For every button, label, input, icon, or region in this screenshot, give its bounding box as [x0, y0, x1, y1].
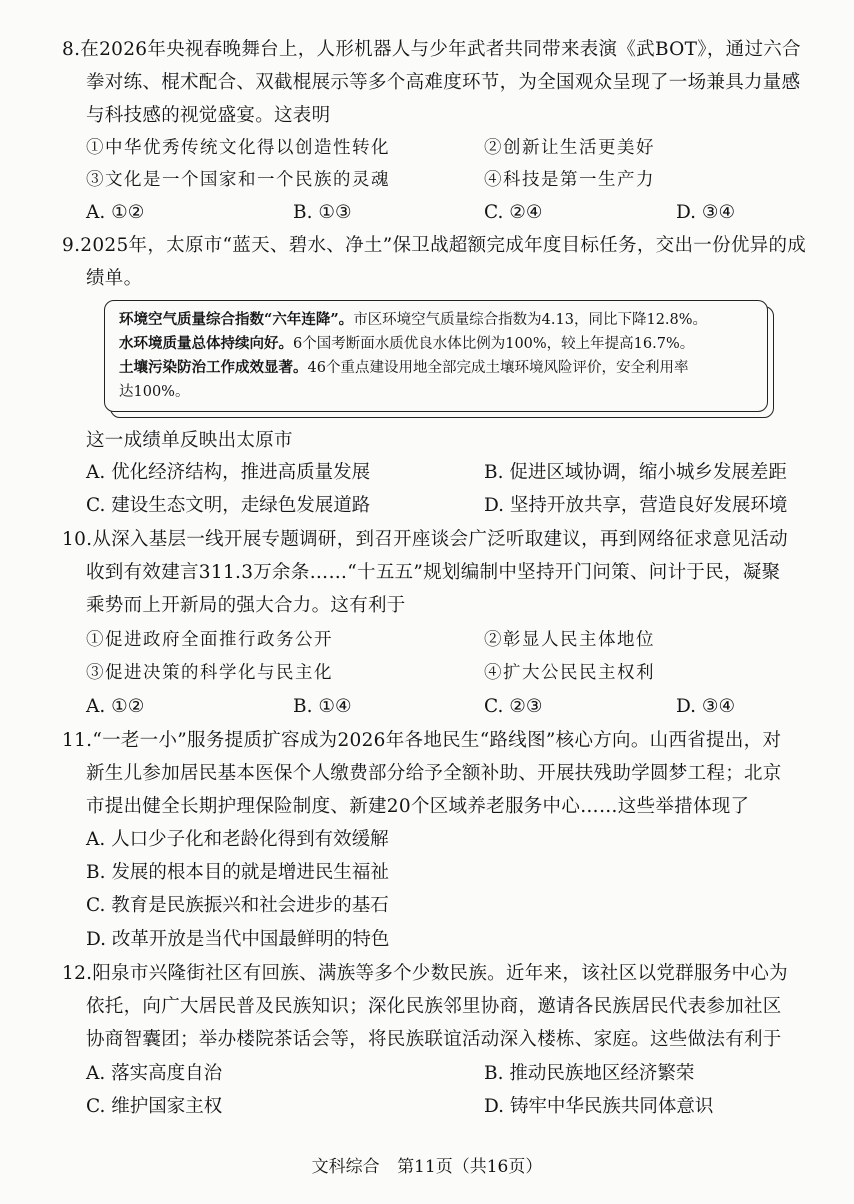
report-line-3: 土壤污染防治工作成效显著。46个重点建设用地全部完成土壤环境风险评价，安全利用率	[119, 359, 689, 376]
q8-statement-3: ③文化是一个国家和一个民族的灵魂	[86, 170, 390, 190]
q10-statement-4: ④扩大公民民主权利	[484, 663, 655, 683]
q10-option-d: D. ③④	[676, 696, 736, 717]
q8-statement-2: ②创新让生活更美好	[484, 138, 655, 158]
q8-line-2: 拳对练、棍术配合、双截棍展示等多个高难度环节，为全国观众呈现了一场兼具力量感	[86, 72, 801, 93]
report-box	[104, 300, 768, 412]
q9-stem-tail: 这一成绩单反映出太原市	[86, 430, 293, 451]
q11-option-d: D. 改革开放是当代中国最鲜明的特色	[86, 929, 390, 950]
q10-option-a: A. ①②	[86, 696, 145, 717]
report-line-1: 环境空气质量综合指数“六年连降”。市区环境空气质量综合指数为4.13，同比下降12.8%。	[119, 311, 708, 328]
q12-option-d: D. 铸牢中华民族共同体意识	[484, 1096, 714, 1117]
q9-option-c: C. 建设生态文明，走绿色发展道路	[86, 495, 371, 516]
q8-option-d: D. ③④	[676, 202, 736, 223]
q11-option-a: A. 人口少子化和老龄化得到有效缓解	[86, 829, 389, 850]
q11-line-3: 市提出健全长期护理保险制度、新建20个区域养老服务中心……这些举措体现了	[86, 796, 750, 817]
q9-line-2: 绩单。	[86, 268, 143, 289]
report-line-4: 达100%。	[119, 384, 190, 400]
q12-line-3: 协商智囊团；举办楼院茶话会等，将民族联谊活动深入楼栋、家庭。这些做法有利于	[86, 1029, 782, 1050]
q9-line-1: 9.2025年，太原市“蓝天、碧水、净土”保卫战超额完成年度目标任务，交出一份优异的成	[62, 235, 807, 256]
q8-statement-1: ①中华优秀传统文化得以创造性转化	[86, 138, 390, 158]
q10-option-c: C. ②③	[484, 696, 543, 717]
q10-line-3: 乘势而上开新局的强大合力。这有利于	[86, 595, 406, 616]
q11-line-2: 新生儿参加居民基本医保个人缴费部分给予全额补助、开展扶残助学圆梦工程；北京	[86, 763, 782, 784]
q10-option-b: B. ①④	[293, 696, 352, 717]
q12-line-2: 依托，向广大居民普及民族知识；深化民族邻里协商，邀请各民族居民代表参加社区	[86, 996, 782, 1017]
q10-statement-3: ③促进决策的科学化与民主化	[86, 663, 333, 683]
q8-line-1: 8.在2026年央视春晚舞台上，人形机器人与少年武者共同带来表演《武BOT》，通过六合	[62, 39, 801, 60]
report-line-2: 水环境质量总体持续向好。6个国考断面水质优良水体比例为100%，较上年提高16.7%。	[119, 335, 695, 352]
q9-option-d: D. 坚持开放共享，营造良好发展环境	[484, 495, 788, 516]
q11-option-c: C. 教育是民族振兴和社会进步的基石	[86, 895, 389, 916]
q9-option-a: A. 优化经济结构，推进高质量发展	[86, 462, 371, 483]
page-footer	[0, 1152, 854, 1177]
q11-option-b: B. 发展的根本目的就是增进民生福祉	[86, 862, 389, 883]
q11-line-1: 11.“一老一小”服务提质扩容成为2026年各地民生“路线图”核心方向。山西省提出，对	[62, 730, 782, 751]
q8-line-3: 与科技感的视觉盛宴。这表明	[86, 105, 331, 126]
q8-option-c: C. ②④	[484, 202, 543, 223]
q8-statement-4: ④科技是第一生产力	[484, 170, 655, 190]
q12-line-1: 12.阳泉市兴隆街社区有回族、满族等多个少数民族。近年来，该社区以党群服务中心为	[62, 963, 788, 984]
q10-line-2: 收到有效建言311.3万余条……“十五五”规划编制中坚持开门问策、问计于民，凝聚	[86, 562, 781, 583]
q9-option-b: B. 促进区域协调，缩小城乡发展差距	[484, 462, 787, 483]
q12-option-c: C. 维护国家主权	[86, 1096, 223, 1117]
q12-option-b: B. 推动民族地区经济繁荣	[484, 1063, 695, 1084]
q10-statement-1: ①促进政府全面推行政务公开	[86, 630, 333, 650]
footer-subject: 文科综合	[311, 1157, 380, 1177]
q10-line-1: 10.从深入基层一线开展专题调研，到召开座谈会广泛听取建议，再到网络征求意见活动	[62, 529, 788, 550]
q8-option-a: A. ①②	[86, 202, 145, 223]
q10-statement-2: ②彰显人民主体地位	[484, 630, 655, 650]
footer-page-number: 第11页（共16页）	[397, 1157, 543, 1177]
q8-option-b: B. ①③	[293, 202, 352, 223]
q12-option-a: A. 落实高度自治	[86, 1063, 223, 1084]
